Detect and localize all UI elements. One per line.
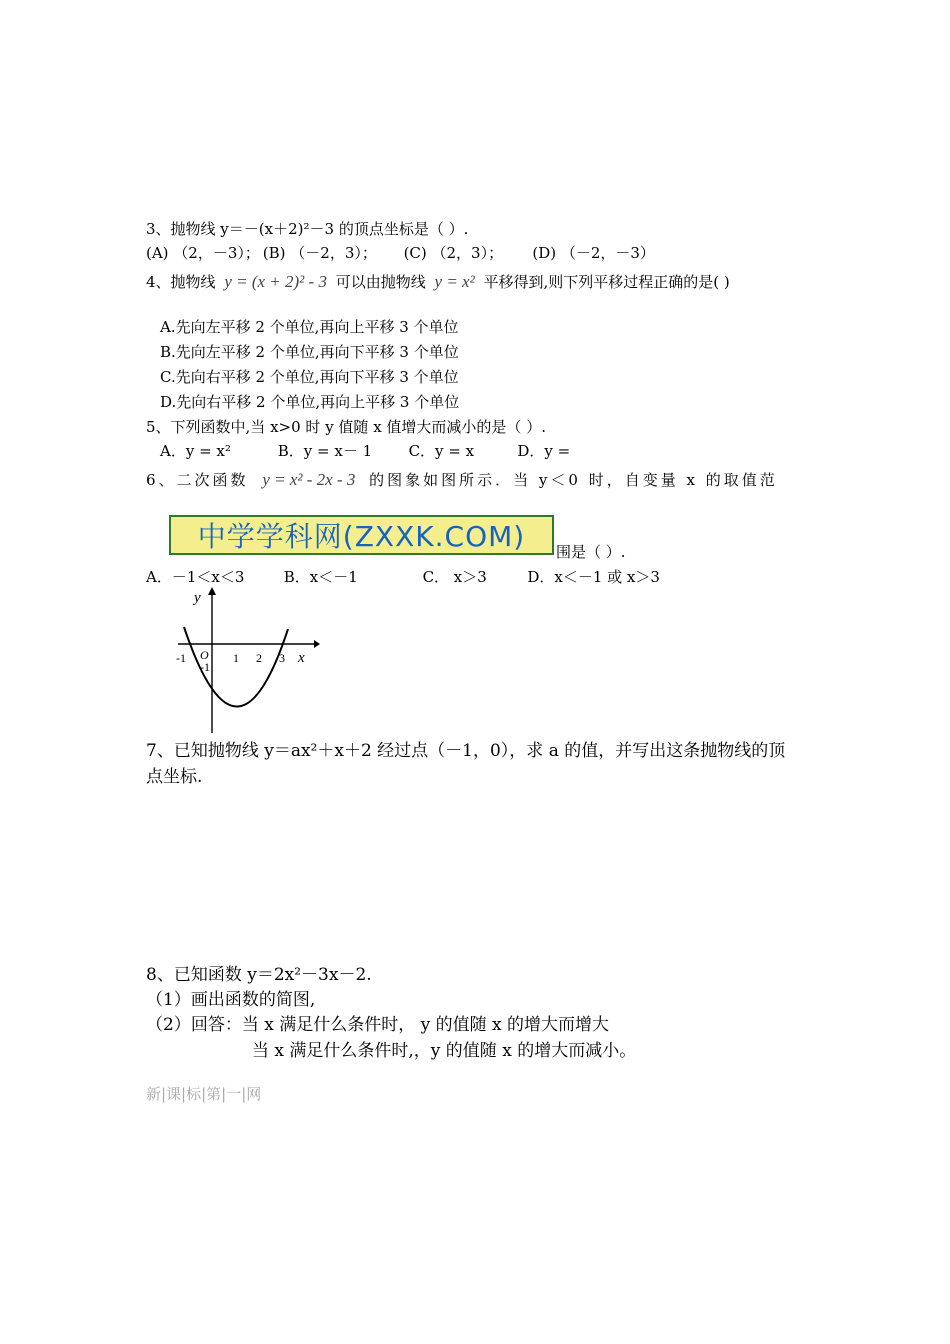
footer-watermark: 新|课|标|第|一|网 [146, 1085, 262, 1103]
tick-label-2: 2 [256, 651, 262, 665]
q4-formula-1: y = (x + 2)² - 3 [224, 272, 327, 291]
q3-option-c: (C) （2，3）； [403, 244, 504, 262]
q5-stem: 5、下列函数中,当 x>0 时 y 值随 x 值增大而减小的是（ ）. [146, 418, 546, 436]
q6-option-b: B．x＜－1 [283, 568, 358, 586]
q7-line-1: 7、已知抛物线 y＝ax²＋x＋2 经过点（－1，0），求 a 的值，并写出这条抛物线的顶 [146, 741, 786, 761]
q6-option-a: A．－1＜x＜3 [146, 568, 245, 586]
q8-part-1: （1）画出函数的简图, [146, 990, 316, 1010]
tick-label-neg1-y: -1 [200, 660, 210, 674]
q4-prefix: 4、抛物线 [146, 273, 216, 291]
x-axis-label: x [298, 650, 305, 666]
q6-prefix: 6、二次函数 [146, 471, 249, 489]
q3-option-a: (A) （2，－3）； [146, 244, 260, 262]
q5-option-b: B．y = x－ 1 [277, 442, 373, 460]
q4-middle: 可以由抛物线 [335, 273, 426, 291]
y-axis-label: y [194, 590, 201, 606]
q6-stem [146, 470, 778, 490]
q4-option-b: B.先向左平移 2 个单位,再向下平移 3 个单位 [160, 343, 459, 361]
q6-suffix: 的图象如图所示．当 y＜0 时，自变量 x 的取值范 [369, 471, 778, 489]
q8-part-2: （2）回答：当 x 满足什么条件时， y 的值随 x 的增大而增大 [146, 1015, 610, 1035]
q5-option-c: C．y = x [408, 442, 475, 460]
q6-option-d: D．x＜－1 或 x＞3 [527, 568, 660, 586]
q3-option-b: (B) （－2，3）； [262, 244, 377, 262]
q4-suffix: 平移得到,则下列平移过程正确的是( ) [483, 273, 730, 291]
q3-stem: 3、抛物线 y＝－(x＋2)²－3 的顶点坐标是（ ）. [146, 220, 469, 238]
x-axis-arrow [314, 640, 320, 648]
q3-options [146, 243, 655, 263]
q8-stem: 8、已知函数 y＝2x²－3x－2. [146, 965, 372, 985]
parabola-graph [170, 585, 320, 735]
y-axis-arrow [208, 587, 216, 595]
q4-option-d: D.先向右平移 2 个单位,再向上平移 3 个单位 [160, 393, 460, 411]
q6-options [146, 567, 660, 587]
origin-label: O [200, 648, 209, 662]
q3-option-d: (D) （－2，－3） [532, 244, 655, 262]
q6-continuation: 围是（ ）. [556, 543, 626, 561]
q4-option-c: C.先向右平移 2 个单位,再向下平移 3 个单位 [160, 368, 459, 386]
watermark-logo-text: 中学学科网(ZXXK.COM) [197, 520, 526, 553]
q8-part-3: 当 x 满足什么条件时,，y 的值随 x 的增大而减小。 [252, 1041, 637, 1061]
q4-formula-2: y = x² [434, 272, 475, 291]
q4-option-a: A.先向左平移 2 个单位,再向上平移 3 个单位 [160, 318, 459, 336]
q5-option-a: A．y = x² [160, 442, 231, 460]
q4-stem [146, 272, 730, 292]
tick-label-3: 3 [279, 651, 285, 665]
tick-label-1: 1 [233, 651, 239, 665]
q6-formula: y = x² - 2x - 3 [262, 470, 356, 489]
watermark-logo [169, 515, 554, 555]
q5-option-d: D．y = [517, 442, 571, 460]
tick-label-neg1-x: -1 [176, 651, 186, 665]
q7-line-2: 点坐标. [146, 767, 203, 787]
q6-option-c: C． x＞3 [422, 568, 487, 586]
q5-options [160, 441, 570, 461]
